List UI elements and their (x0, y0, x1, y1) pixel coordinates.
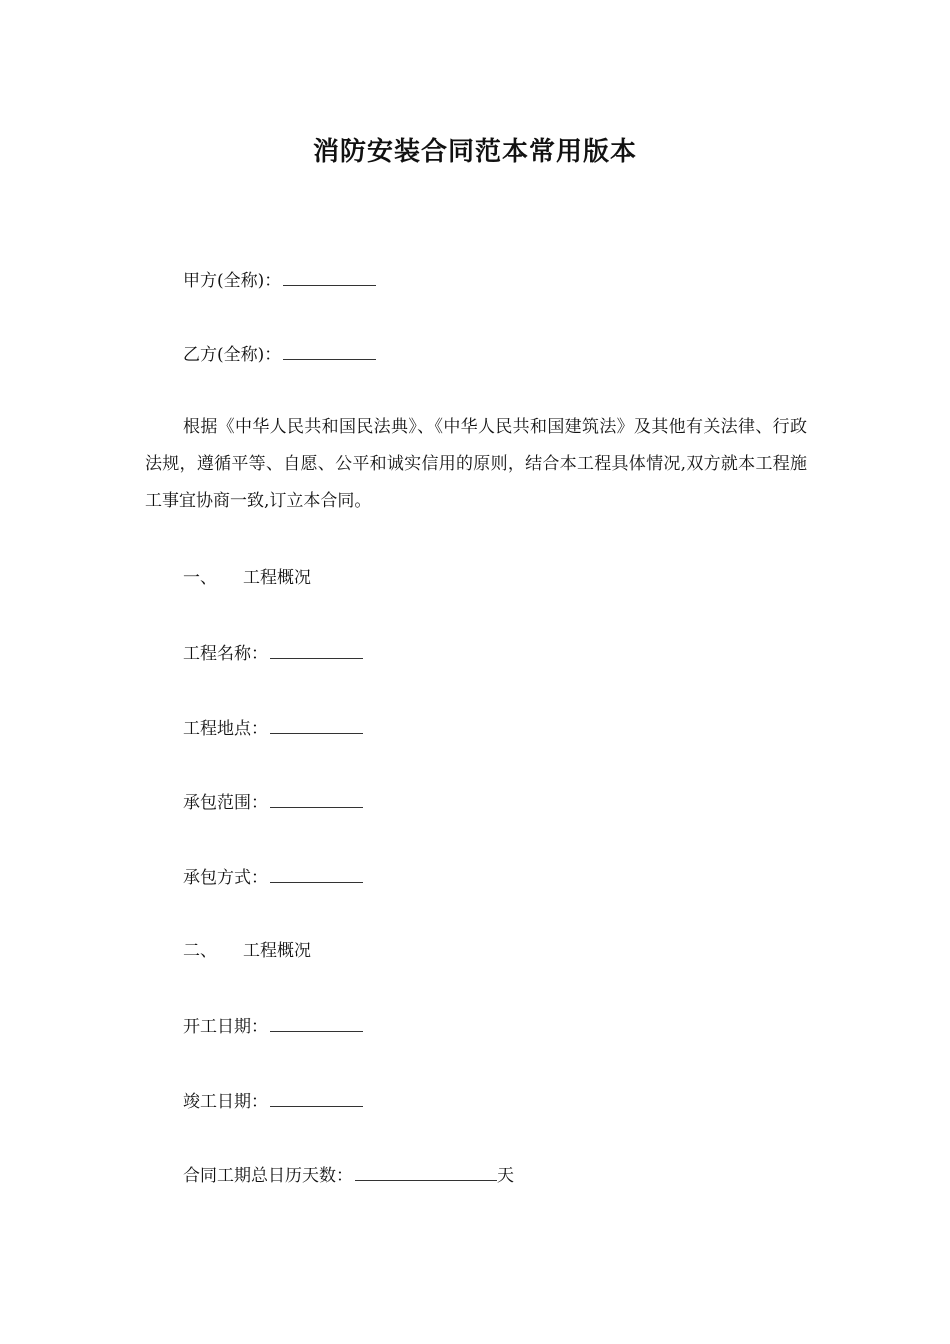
project-name-blank[interactable] (270, 640, 363, 659)
contract-scope-line (183, 789, 363, 816)
contract-method-label: 承包方式： (183, 868, 268, 888)
contract-method-blank[interactable] (270, 864, 363, 883)
contract-scope-label: 承包范围： (183, 793, 268, 813)
project-location-blank[interactable] (270, 715, 363, 734)
total-days-line (183, 1162, 514, 1189)
party-b-blank[interactable] (283, 341, 376, 360)
section-2-number: 二、 (183, 941, 217, 961)
contract-method-line (183, 864, 363, 891)
project-location-line (183, 715, 363, 742)
party-b-line (183, 341, 376, 368)
preamble-paragraph: 根据《中华人民共和国民法典》、《中华人民共和国建筑法》及其他有关法律、行政法规，遵循平等、自愿、公平和诚实信用的原则，结合本工程具体情况,双方就本工程施工事宜协商一致,订立本合同。 (145, 417, 807, 511)
party-b-label: 乙方(全称)： (183, 345, 282, 365)
party-a-label: 甲方(全称)： (183, 271, 282, 291)
start-date-line (183, 1013, 363, 1040)
party-a-line (183, 267, 376, 294)
project-location-label: 工程地点： (183, 719, 268, 739)
party-a-blank[interactable] (283, 267, 376, 286)
total-days-blank[interactable] (355, 1162, 497, 1181)
completion-date-line (183, 1088, 363, 1115)
document-title: 消防安装合同范本常用版本 (312, 137, 637, 167)
section-1-title: 工程概况 (243, 568, 311, 588)
section-1-number: 一、 (183, 568, 217, 588)
start-date-label: 开工日期： (183, 1017, 268, 1037)
project-name-label: 工程名称： (183, 644, 268, 664)
completion-date-blank[interactable] (270, 1088, 363, 1107)
section-2-heading (183, 938, 311, 964)
completion-date-label: 竣工日期： (183, 1092, 268, 1112)
section-1-heading (183, 565, 311, 591)
project-name-line (183, 640, 363, 667)
section-2-title: 工程概况 (243, 941, 311, 961)
total-days-label: 合同工期总日历天数： (183, 1166, 353, 1186)
contract-scope-blank[interactable] (270, 789, 363, 808)
start-date-blank[interactable] (270, 1013, 363, 1032)
total-days-unit: 天 (497, 1166, 514, 1186)
